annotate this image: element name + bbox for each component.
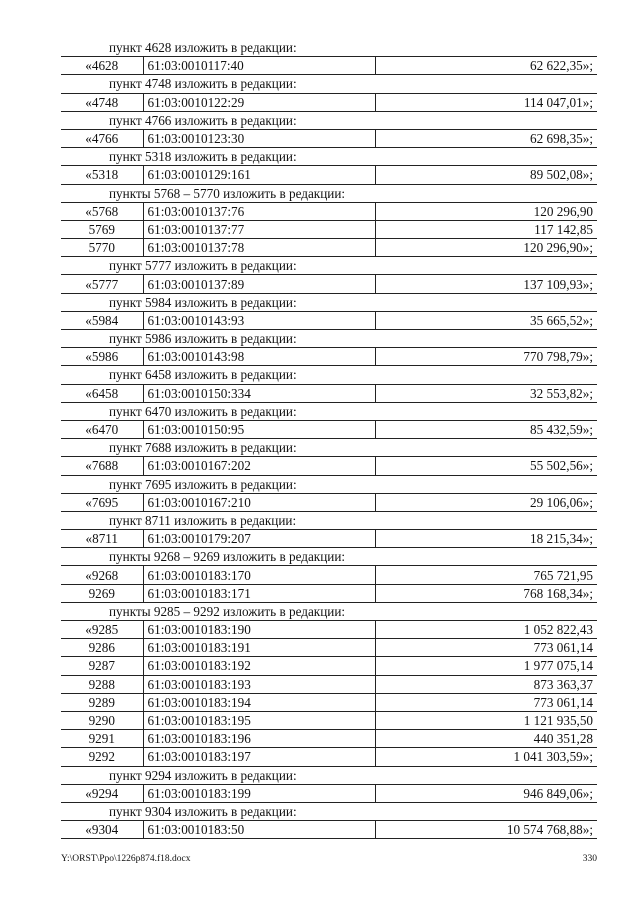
value-cell: 1 121 935,50 <box>375 711 597 729</box>
value-cell: 35 665,52»; <box>375 311 597 329</box>
item-number-cell: «5768 <box>61 202 143 220</box>
item-number-cell: 9289 <box>61 693 143 711</box>
table-row <box>61 129 597 147</box>
table-row <box>61 621 597 639</box>
section-heading: пункт 7695 изложить в редакции: <box>61 475 597 493</box>
value-cell: 1 977 075,14 <box>375 657 597 675</box>
table-row <box>61 657 597 675</box>
section-heading: пункт 7688 изложить в редакции: <box>61 439 597 457</box>
value-cell: 137 109,93»; <box>375 275 597 293</box>
section-heading: пункты 9285 – 9292 изложить в редакции: <box>61 602 597 620</box>
table-row <box>61 202 597 220</box>
value-cell: 55 502,56»; <box>375 457 597 475</box>
table-row <box>61 566 597 584</box>
table-row <box>61 711 597 729</box>
value-cell: 1 052 822,43 <box>375 621 597 639</box>
table-row <box>61 57 597 75</box>
cadastral-number-cell: 61:03:0010117:40 <box>143 57 375 75</box>
value-cell: 773 061,14 <box>375 639 597 657</box>
table-row <box>61 239 597 257</box>
item-number-cell: «6470 <box>61 420 143 438</box>
value-cell: 873 363,37 <box>375 675 597 693</box>
cadastral-number-cell: 61:03:0010183:190 <box>143 621 375 639</box>
cadastral-number-cell: 61:03:0010183:193 <box>143 675 375 693</box>
section-heading: пункт 4766 изложить в редакции: <box>61 111 597 129</box>
section-heading: пункт 5986 изложить в редакции: <box>61 330 597 348</box>
item-number-cell: «4628 <box>61 57 143 75</box>
value-cell: 768 168,34»; <box>375 584 597 602</box>
cadastral-number-cell: 61:03:0010183:194 <box>143 693 375 711</box>
section-heading-row <box>61 511 597 529</box>
table-row <box>61 220 597 238</box>
item-number-cell: 9288 <box>61 675 143 693</box>
section-heading-row <box>61 475 597 493</box>
value-cell: 770 798,79»; <box>375 348 597 366</box>
section-heading-row <box>61 111 597 129</box>
cadastral-number-cell: 61:03:0010122:29 <box>143 93 375 111</box>
section-heading: пункт 6458 изложить в редакции: <box>61 366 597 384</box>
value-cell: 62 698,35»; <box>375 129 597 147</box>
cadastral-number-cell: 61:03:0010129:161 <box>143 166 375 184</box>
value-cell: 1 041 303,59»; <box>375 748 597 766</box>
footer-file-path: Y:\ORST\Ppo\1226p874.f18.docx <box>61 854 191 864</box>
cadastral-number-cell: 61:03:0010150:334 <box>143 384 375 402</box>
value-cell: 32 553,82»; <box>375 384 597 402</box>
section-heading-row <box>61 548 597 566</box>
item-number-cell: «9294 <box>61 784 143 802</box>
item-number-cell: 9291 <box>61 730 143 748</box>
section-heading: пункт 6470 изложить в редакции: <box>61 402 597 420</box>
value-cell: 62 622,35»; <box>375 57 597 75</box>
item-number-cell: 9286 <box>61 639 143 657</box>
section-heading-row <box>61 802 597 820</box>
footer-page-number: 330 <box>582 854 597 864</box>
cadastral-number-cell: 61:03:0010183:171 <box>143 584 375 602</box>
amendments-table-body <box>61 39 597 839</box>
section-heading: пункт 8711 изложить в редакции: <box>61 511 597 529</box>
item-number-cell: «5777 <box>61 275 143 293</box>
table-row <box>61 730 597 748</box>
section-heading-row <box>61 184 597 202</box>
value-cell: 765 721,95 <box>375 566 597 584</box>
table-row <box>61 457 597 475</box>
section-heading: пункт 9304 изложить в редакции: <box>61 802 597 820</box>
section-heading-row <box>61 39 597 57</box>
cadastral-number-cell: 61:03:0010183:170 <box>143 566 375 584</box>
item-number-cell: 9269 <box>61 584 143 602</box>
table-row <box>61 584 597 602</box>
table-row <box>61 821 597 839</box>
cadastral-number-cell: 61:03:0010167:202 <box>143 457 375 475</box>
section-heading: пункт 5318 изложить в редакции: <box>61 148 597 166</box>
table-row <box>61 675 597 693</box>
cadastral-number-cell: 61:03:0010179:207 <box>143 530 375 548</box>
table-row <box>61 639 597 657</box>
value-cell: 114 047,01»; <box>375 93 597 111</box>
item-number-cell: 9292 <box>61 748 143 766</box>
item-number-cell: «8711 <box>61 530 143 548</box>
item-number-cell: «9268 <box>61 566 143 584</box>
value-cell: 85 432,59»; <box>375 420 597 438</box>
value-cell: 10 574 768,88»; <box>375 821 597 839</box>
section-heading: пункт 5777 изложить в редакции: <box>61 257 597 275</box>
cadastral-number-cell: 61:03:0010183:50 <box>143 821 375 839</box>
item-number-cell: «9285 <box>61 621 143 639</box>
section-heading: пункт 4628 изложить в редакции: <box>109 40 297 56</box>
cadastral-number-cell: 61:03:0010143:98 <box>143 348 375 366</box>
value-cell: 117 142,85 <box>375 220 597 238</box>
item-number-cell: 9290 <box>61 711 143 729</box>
item-number-cell: 5770 <box>61 239 143 257</box>
value-cell: 89 502,08»; <box>375 166 597 184</box>
table-row <box>61 93 597 111</box>
value-cell: 120 296,90 <box>375 202 597 220</box>
value-cell: 120 296,90»; <box>375 239 597 257</box>
section-heading-row <box>61 75 597 93</box>
table-row <box>61 693 597 711</box>
table-row <box>61 275 597 293</box>
value-cell: 440 351,28 <box>375 730 597 748</box>
cadastral-number-cell: 61:03:0010137:78 <box>143 239 375 257</box>
section-heading: пункт 9294 изложить в редакции: <box>61 766 597 784</box>
section-heading-row <box>61 257 597 275</box>
table-row <box>61 348 597 366</box>
value-cell: 18 215,34»; <box>375 530 597 548</box>
cadastral-number-cell: 61:03:0010183:196 <box>143 730 375 748</box>
section-heading-row <box>61 439 597 457</box>
document-body <box>61 39 597 839</box>
cadastral-number-cell: 61:03:0010183:197 <box>143 748 375 766</box>
table-row <box>61 384 597 402</box>
table-row <box>61 311 597 329</box>
table-row <box>61 493 597 511</box>
table-row <box>61 420 597 438</box>
section-heading-row <box>61 293 597 311</box>
cadastral-number-cell: 61:03:0010183:199 <box>143 784 375 802</box>
value-cell: 773 061,14 <box>375 693 597 711</box>
item-number-cell: 9287 <box>61 657 143 675</box>
cadastral-number-cell: 61:03:0010183:192 <box>143 657 375 675</box>
section-heading-row <box>61 330 597 348</box>
section-heading-row <box>61 148 597 166</box>
cadastral-number-cell: 61:03:0010137:77 <box>143 220 375 238</box>
item-number-cell: «9304 <box>61 821 143 839</box>
cadastral-number-cell: 61:03:0010137:89 <box>143 275 375 293</box>
item-number-cell: «5318 <box>61 166 143 184</box>
table-row <box>61 166 597 184</box>
section-heading: пункты 9268 – 9269 изложить в редакции: <box>61 548 597 566</box>
section-heading: пункт 4748 изложить в редакции: <box>61 75 597 93</box>
item-number-cell: «7695 <box>61 493 143 511</box>
section-heading: пункт 5984 изложить в редакции: <box>61 293 597 311</box>
cadastral-number-cell: 61:03:0010183:191 <box>143 639 375 657</box>
item-number-cell: 5769 <box>61 220 143 238</box>
section-heading-row <box>61 766 597 784</box>
item-number-cell: «7688 <box>61 457 143 475</box>
amendments-table <box>61 39 597 839</box>
section-heading-row <box>61 366 597 384</box>
item-number-cell: «4766 <box>61 129 143 147</box>
cadastral-number-cell: 61:03:0010183:195 <box>143 711 375 729</box>
table-row <box>61 530 597 548</box>
cadastral-number-cell: 61:03:0010137:76 <box>143 202 375 220</box>
cadastral-number-cell: 61:03:0010167:210 <box>143 493 375 511</box>
cadastral-number-cell: 61:03:0010150:95 <box>143 420 375 438</box>
item-number-cell: «6458 <box>61 384 143 402</box>
section-heading: пункты 5768 – 5770 изложить в редакции: <box>61 184 597 202</box>
table-row <box>61 784 597 802</box>
value-cell: 29 106,06»; <box>375 493 597 511</box>
section-heading-row <box>61 402 597 420</box>
value-cell: 946 849,06»; <box>375 784 597 802</box>
table-row <box>61 748 597 766</box>
section-heading-row <box>61 602 597 620</box>
item-number-cell: «4748 <box>61 93 143 111</box>
item-number-cell: «5984 <box>61 311 143 329</box>
cadastral-number-cell: 61:03:0010143:93 <box>143 311 375 329</box>
item-number-cell: «5986 <box>61 348 143 366</box>
cadastral-number-cell: 61:03:0010123:30 <box>143 129 375 147</box>
